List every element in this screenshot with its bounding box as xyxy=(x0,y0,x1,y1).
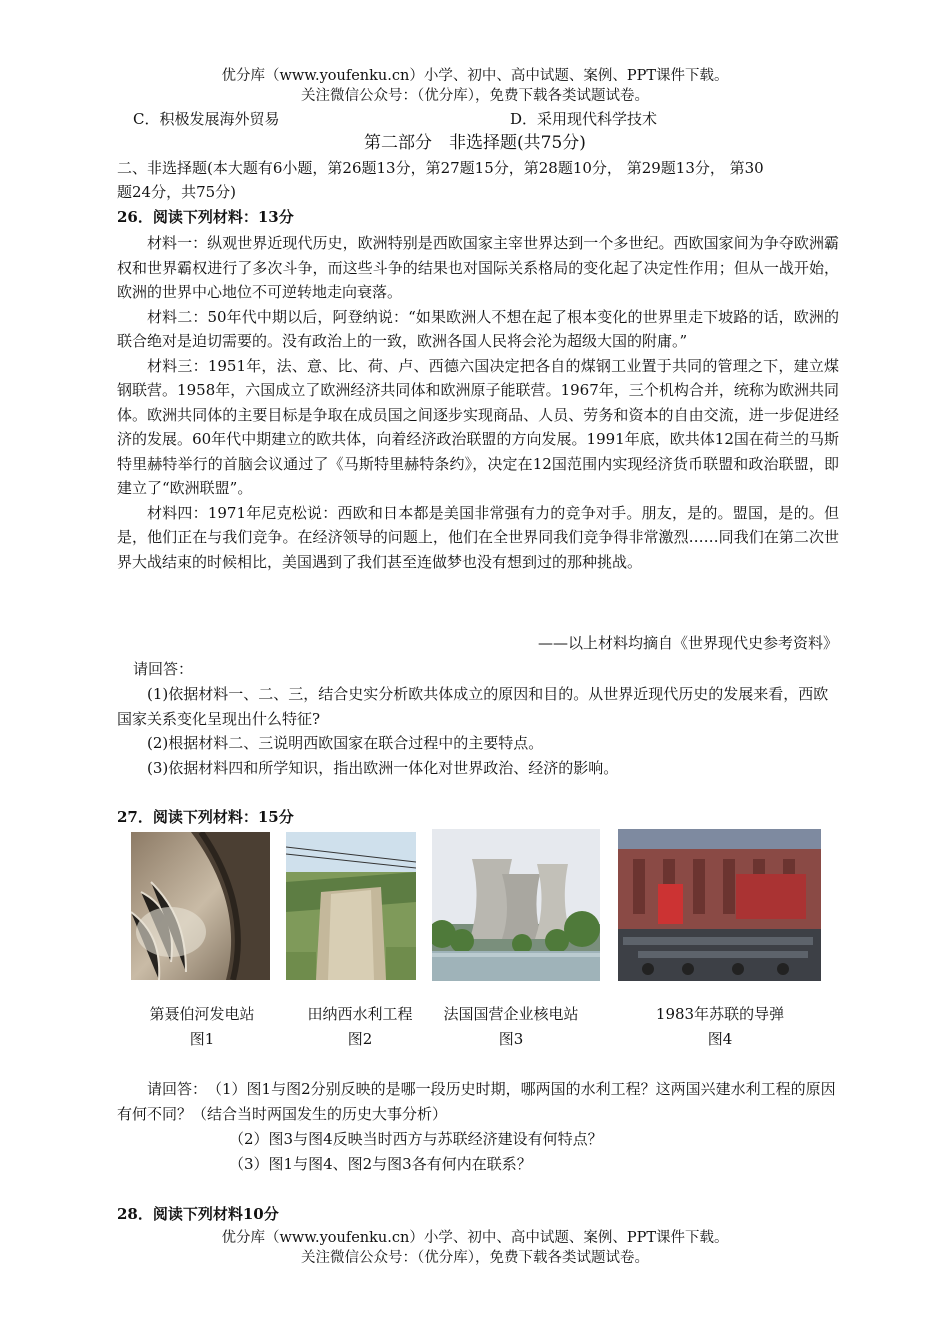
figure-4-caption: 1983年苏联的导弹 xyxy=(655,1005,785,1023)
figure-2-caption: 田纳西水利工程 xyxy=(307,1005,413,1023)
q26-heading: 26．阅读下列材料：13分 xyxy=(117,208,294,226)
figure-3-caption: 法国国营企业核电站 xyxy=(443,1005,579,1023)
option-d: D．采用现代科学技术 xyxy=(510,110,658,128)
q28-heading: 28．阅读下列材料10分 xyxy=(117,1205,279,1223)
section-intro-line-1: 二、非选择题(本大题有6小题，第26题13分，第27题15分，第28题10分， 第29题13分， 第30 xyxy=(117,159,764,177)
q26-material-1: 材料一：纵观世界近现代历史，欧洲特别是西欧国家主宰世界达到一个多世纪。西欧国家间为争夺欧洲霸权和世界霸权进行了多次斗争，而这些斗争的结果也对国际关系格局的变化起了决定性作用；但从一战开始，欧洲的世界中心地位不可逆转地走向衰落。 xyxy=(117,234,839,301)
header-line-2: 关注微信公众号：（优分库），免费下载各类试题试卷。 xyxy=(301,88,649,104)
q26-material-3: 材料三：1951年，法、意、比、荷、卢、西德六国决定把各自的煤钢工业置于共同的管理之下，建立煤钢联营。1958年，六国成立了欧洲经济共同体和欧洲原子能联营。1967年，三个机构合并，统称为欧洲共同体。欧洲共同体的主要目标是争取在成员国之间逐步实现商品、人员、劳务和资本的自由交流，进一步促进经济的发展。60年代中期建立的欧共体，向着经济政治联盟的方向发展。1991年底，欧共体12国在荷兰的马斯特里赫特举行的首脑会议通过了《马斯特里赫特条约》，决定在12国范围内实现经济货币联盟和政治联盟，即建立了“欧洲联盟”。 xyxy=(117,356,839,497)
part-title: 第二部分 非选择题(共75分) xyxy=(364,133,586,153)
section-intro-line-2: 题24分，共75分) xyxy=(117,183,237,201)
q26-questions xyxy=(117,682,839,780)
header-line-1: 优分库（www.youfenku.cn）小学、初中、高中试题、案例、PPT课件下载。 xyxy=(221,68,729,84)
footer-line-2: 关注微信公众号：（优分库），免费下载各类试题试卷。 xyxy=(301,1250,649,1266)
q26-material-2: 材料二：50年代中期以后，阿登纳说：“如果欧洲人不想在起了根本变化的世界里走下坡路的话，欧洲的联合绝对是迫切需要的。没有政治上的一致，欧洲各国人民将会沦为超级大国的附庸。” xyxy=(117,307,839,350)
nuclear-plant-photo-icon xyxy=(432,829,600,981)
figure-1-photo xyxy=(131,832,270,980)
q26-prompt: 请回答： xyxy=(133,660,194,678)
figure-1-label: 图1 xyxy=(189,1030,215,1048)
tennessee-dam-photo-icon xyxy=(286,832,416,980)
q26-question-2: (2)根据材料二、三说明西欧国家在联合过程中的主要特点。 xyxy=(147,734,544,752)
q26-question-3: (3)依据材料四和所学知识，指出欧洲一体化对世界政治、经济的影响。 xyxy=(147,758,619,777)
figure-3-label: 图3 xyxy=(498,1030,524,1048)
option-c: C．积极发展海外贸易 xyxy=(133,110,280,128)
figure-4-photo xyxy=(618,829,821,981)
q26-materials xyxy=(117,231,839,574)
figure-2-label: 图2 xyxy=(347,1030,373,1048)
figure-4-label: 图4 xyxy=(707,1030,733,1048)
q27-question-3: （3）图1与图4、图2与图3各有何内在联系？ xyxy=(229,1155,532,1173)
soviet-missile-parade-photo-icon xyxy=(618,829,821,981)
q27-questions xyxy=(117,1077,839,1126)
q27-heading: 27．阅读下列材料：15分 xyxy=(117,808,294,826)
q27-question-1: 请回答： （1）图1与图2分别反映的是哪一段历史时期，哪两国的水利工程？这两国兴建水利工程的原因有何不同？（结合当时两国发生的历史大事分析） xyxy=(117,1080,836,1123)
footer-line-1: 优分库（www.youfenku.cn）小学、初中、高中试题、案例、PPT课件下载。 xyxy=(221,1230,729,1246)
figure-1-caption: 第聂伯河发电站 xyxy=(149,1005,255,1023)
q26-source: ——以上材料均摘自《世界现代史参考资料》 xyxy=(537,634,838,652)
figure-3-photo xyxy=(432,829,600,981)
figure-2-photo xyxy=(286,832,416,980)
q26-material-4: 材料四：1971年尼克松说：西欧和日本都是美国非常强有力的竞争对手。朋友，是的。盟国，是的。但是，他们正在与我们竞争。在经济领导的问题上，他们在全世界同我们竞争得非常激烈……同我们在第二次世界大战结束的时候相比，美国遇到了我们甚至连做梦也没有想到过的那种挑战。 xyxy=(117,503,839,571)
q26-question-1: (1)依据材料一、二、三，结合史实分析欧共体成立的原因和目的。从世界近现代历史的发展来看，西欧国家关系变化呈现出什么特征? xyxy=(117,685,829,728)
dnieper-dam-photo-icon xyxy=(131,832,270,980)
q27-question-2: （2）图3与图4反映当时西方与苏联经济建设有何特点？ xyxy=(229,1130,603,1148)
